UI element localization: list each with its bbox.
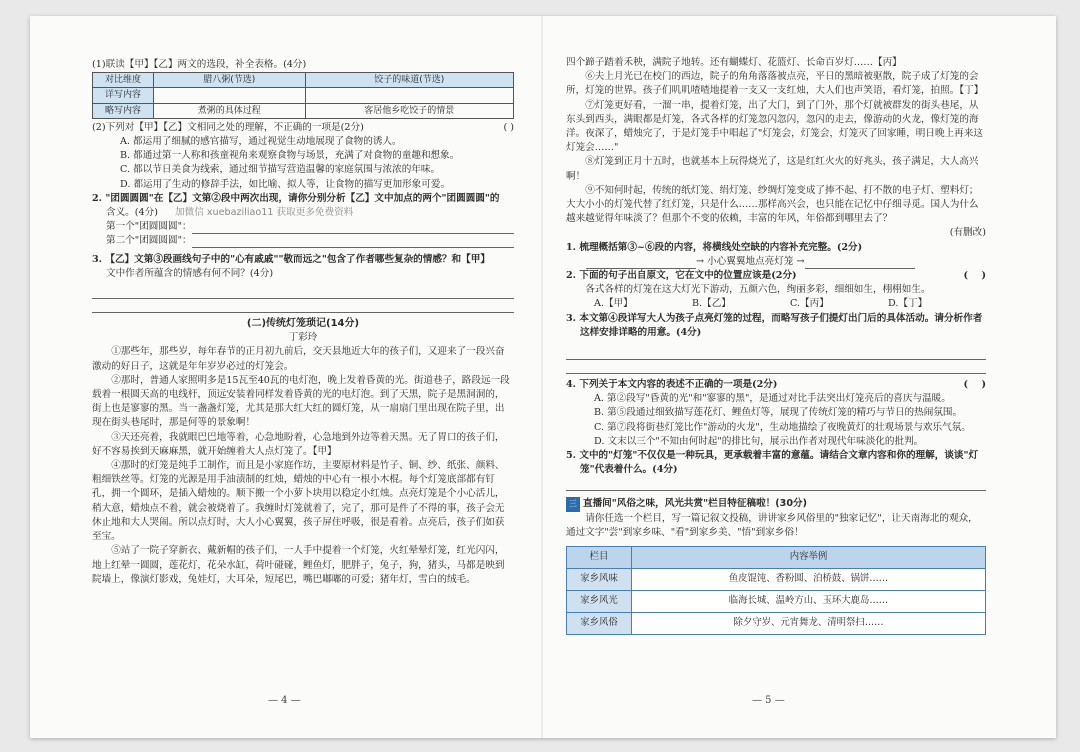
answer-line	[192, 220, 514, 234]
answer-line	[92, 285, 514, 299]
first-answer-label: 第一个"团圆圆圆"：	[106, 221, 192, 233]
answer-line	[92, 299, 514, 313]
table-header-cell: 对比维度	[93, 73, 154, 88]
table-row-label: 家乡风俗	[567, 613, 632, 635]
paragraph: ④那时的灯笼是纯手工制作，而且是小家庭作坊，主要原材料是竹子、铜、纱、纸张、颜料、粗细铁丝等。灯笼的光源是用手油渍制的红烛，蜡烛的中心有一根小木棍。每个灯笼底部都有钉孔，拥一个圆环，是插入蜡烛的。顺下搬一个小萝卜块用以稳定小红烛。点亮灯笼是个小心活儿，稍大意，蜡烛点不着，就会被烧着了。我缠时灯笼就着了，完了，那可是件了不得的事，孩子会无休止地和大人哭闹。所以点灯时，大人小心翼翼，孩子屏住呼吸，很是看着。点亮后，孩子们如获至宝。	[92, 460, 505, 543]
table-cell: 客居他乡吃饺子的情景	[305, 103, 513, 118]
answer-line	[192, 234, 514, 248]
choice-d: D.【丁】	[888, 298, 928, 310]
page-number-right: — 5 —	[752, 695, 785, 706]
answer-line	[566, 360, 986, 374]
paragraph: ①那些年，那些岁，每年春节的正月初九前后，交天县地近大年的孩子们，又迎来了一段兴奋激动的好日子，这就是年年岁岁必过的灯笼会。	[92, 346, 505, 372]
watermark-text: 加微信 xuebaziliao11 获取更多免费资料	[175, 207, 354, 219]
table-cell	[305, 88, 513, 103]
choice-a: A.【甲】	[594, 298, 633, 310]
section-badge: 三	[566, 497, 580, 511]
paragraph: 四个蹄子踏着禾秧，满院子地转。还有蝴蝶灯、花篮灯、长命百岁灯……【丙】	[566, 57, 902, 68]
question-2: 2. 下面的句子出自原文，它在文中的位置应该是(2分)	[566, 270, 797, 282]
table-cell: 除夕守岁、元宵舞龙、清明祭扫……	[632, 613, 986, 635]
answer-paren: ( )	[963, 270, 986, 282]
table-row-label: 详写内容	[93, 88, 154, 103]
choice-b: B.【乙】	[692, 298, 731, 310]
section-3-title: 直播间"风俗之味，风光共赏"栏目特征稿啦！(30分)	[583, 498, 807, 510]
paragraph: ⑦灯笼更好看，一溜一串，提着灯笼，出了大门，到了门外，那个灯就被群发的街头巷尾，从东头到西头，满眼都是灯笼，各式各样的灯笼忽闪忽闪，忽闪的走去，像游动的火龙，像灯笼的海洋。夜深了，蜡烛完了，于是灯笼手中唱起了"灯笼会，灯笼会，灯笼灭了回家睡，明日晚上再来这灯笼会……"	[566, 99, 983, 154]
paragraph: ⑨不知何时起，传统的纸灯笼、绢灯笼、纱绸灯笼变成了捧不起、打不散的电子灯、塑料灯；大大小小的灯笼代替了红灯笼，只是什么……那样高兴会，也只能在记忆中仔细寻觅。国人为什么越来越觉得年味淡了？但那个不变的依赖，丰富的年风，年俗都到哪里去了？	[566, 184, 979, 225]
question-4: 4. 下列关于本文内容的表述不正确的一项是(2分)	[566, 379, 778, 391]
question-3-cont: 文中作者所蕴含的情感有何不同？(4分)	[106, 267, 274, 279]
right-page-content	[566, 56, 986, 635]
section-title: (二)传统灯笼琐记(14分)	[246, 318, 360, 330]
table-header-cell: 腊八粥(节选)	[154, 73, 306, 88]
question-1-title: (1)联读【甲】【乙】两文的选段，补全表格。(4分)	[92, 59, 307, 70]
table-header-cell: 内容举例	[632, 547, 986, 569]
section-3-intro: 请你任选一个栏目，写一篇记叙文投稿，讲讲家乡风俗里的"独家记忆"，让天南海北的观众，通过文字"尝"到家乡味、"看"到家乡美、"悟"到家乡俗！	[566, 512, 978, 538]
option-d: D. 文末以三个"不知由何时起"的排比句，展示出作者对现代年味淡化的批判。	[594, 435, 924, 447]
table-cell: 鱼皮馄饨、香粉圆、泊桥鼓、锅饼……	[632, 569, 986, 591]
option-c: C. 都以节日美食为线索，通过细节描写营造温馨的家庭氛围与浓浓的年味。	[120, 164, 441, 176]
source-note: (有删改)	[949, 227, 986, 239]
option-c: C. 第⑦段将街巷灯笼比作"游动的火龙"，生动地描绘了夜晚黄灯的壮观场景与欢乐气氛。	[594, 421, 971, 433]
answer-paren: ( )	[963, 379, 986, 391]
question-2b-title: 2. "团圆圆圆"在【乙】文第②段中两次出现，请你分别分析【乙】文中加点的两个"团圆圆圆"的	[92, 192, 500, 204]
comparison-table	[92, 72, 514, 119]
answer-line	[586, 255, 696, 269]
table-cell: 煮粥的具体过程	[154, 103, 306, 118]
question-5: 5. 文中的"灯笼"不仅仅是一种玩具，更承载着丰富的意蕴。请结合文章内容和你的理解，谈谈"灯笼"代表着什么。(4分)	[566, 450, 979, 476]
paragraph: ⑥夫上月光已在校门的西边，院子的角角落落被点亮，平日的黑暗被驱散，院子成了灯笼的会所，灯笼的世界。孩子们叽叽喳喳地提着一支又一支红烛，大人们也声笑语，看灯笼，拍照。【丁】	[566, 71, 984, 97]
answer-line	[805, 255, 915, 269]
question-3-title: 3. 【乙】文第③段画线句子中的"心有戚戚""敬而远之"包含了作者哪些复杂的情感？和【甲】	[92, 253, 490, 265]
table-row-label: 家乡风光	[567, 591, 632, 613]
question-1: 1. 梳理概括第③~⑥段的内容，将横线处空缺的内容补充完整。(2分)	[566, 241, 863, 253]
question-2-quote: 各式各样的灯笼在这大灯光下游动，五颜六色，绚丽多彩，细细如生，栩栩如生。	[585, 284, 931, 296]
option-a: A. 都运用了细腻的感官描写，通过视觉生动地展现了食物的诱人。	[120, 136, 402, 148]
paragraph: ⑧灯笼到正月十五时，也就基本上玩得烧光了，这是红红火火的好兆头，孩子满足，大人高兴啊！	[566, 156, 979, 182]
second-answer-label: 第二个"团圆圆圆"：	[106, 235, 192, 247]
table-header-cell: 饺子的味道(节选)	[305, 73, 513, 88]
option-b: B. 都通过第一人称和孩童视角来观察食物与场景，充满了对食物的童趣和想象。	[120, 150, 460, 162]
table-header-cell: 栏目	[567, 547, 632, 569]
column-table	[566, 546, 986, 635]
option-d: D. 都运用了生动的修辞手法，如比喻、拟人等，让食物的描写更加形象可爱。	[120, 178, 451, 190]
page-gutter	[541, 16, 543, 738]
option-a: A. 第②段写"昏黄的光"和"寥寥的黑"，是通过对比手法突出灯笼亮后的喜庆与温暖。	[594, 393, 951, 405]
page-number-left: — 4 —	[268, 695, 301, 706]
paragraph: ②那时，普通人家照明多是15瓦至40瓦的电灯泡，晚上发着昏黄的光。街道巷子，路段远一段载着一根圆天高的电线杆，顶远安装着同样发着昏黄的光的电灯泡。到了天黑，院子是黑洞洞的，街上也是寥寥的黑。当一盏盏灯笼，尤其是那大红大红的圆灯笼，从一扇扇门里出现在院子里，出现在街头巷尾时，那是何等的景象啊！	[92, 374, 510, 429]
choice-c: C.【丙】	[790, 298, 829, 310]
left-page-content	[92, 58, 514, 587]
table-row-label: 略写内容	[93, 103, 154, 118]
question-3: 3. 本文第④段详写大人为孩子点亮灯笼的过程，而略写孩子们提灯出门后的具体活动。请分析作者这样安排详略的用意。(4分)	[566, 312, 983, 338]
table-cell: 临海长城、温岭方山、玉环大鹿岛……	[632, 591, 986, 613]
table-cell	[154, 88, 306, 103]
answer-paren: ( )	[503, 121, 514, 133]
answer-line	[566, 477, 986, 491]
question-2-title: (2)下列对【甲】【乙】文相同之处的理解，不正确的一项是(2分)	[92, 121, 364, 133]
option-b: B. 第⑤段通过细致描写莲花灯、鲤鱼灯等，展现了传统灯笼的精巧与节日的热闹氛围。	[594, 407, 963, 419]
paragraph: ③天还亮着，我就眼巴巴地等着，心急地盼着，心急地到外边等着天黑。无了胃口的孩子们，好不容易挨到天麻麻黑，就开始缠着大人点灯笼了。【甲】	[92, 431, 505, 457]
answer-line	[566, 346, 986, 360]
table-row-label: 家乡风味	[567, 569, 632, 591]
flow-text: → 小心翼翼地点亮灯笼 →	[696, 255, 805, 267]
question-2b-cont: 含义。(4分)	[106, 207, 158, 219]
paragraph: ⑤站了一院子穿新衣、戴新帽的孩子们，一人手中提着一个灯笼，火红晕晕灯笼，红光闪闪，地上红晕一圆圆，莲花灯，花朵水缸，荷叶碰碰，鲤鱼灯，肥胖子，兔子，狗，猪头，马都是映到院墙上，像演灯影戏，兔娃灯，大耳朵，短尾巴，嘴巴嘟嘟的可爱；猪年灯，雪白的绒毛。	[92, 545, 505, 585]
author: 丁彩玲	[288, 332, 318, 344]
